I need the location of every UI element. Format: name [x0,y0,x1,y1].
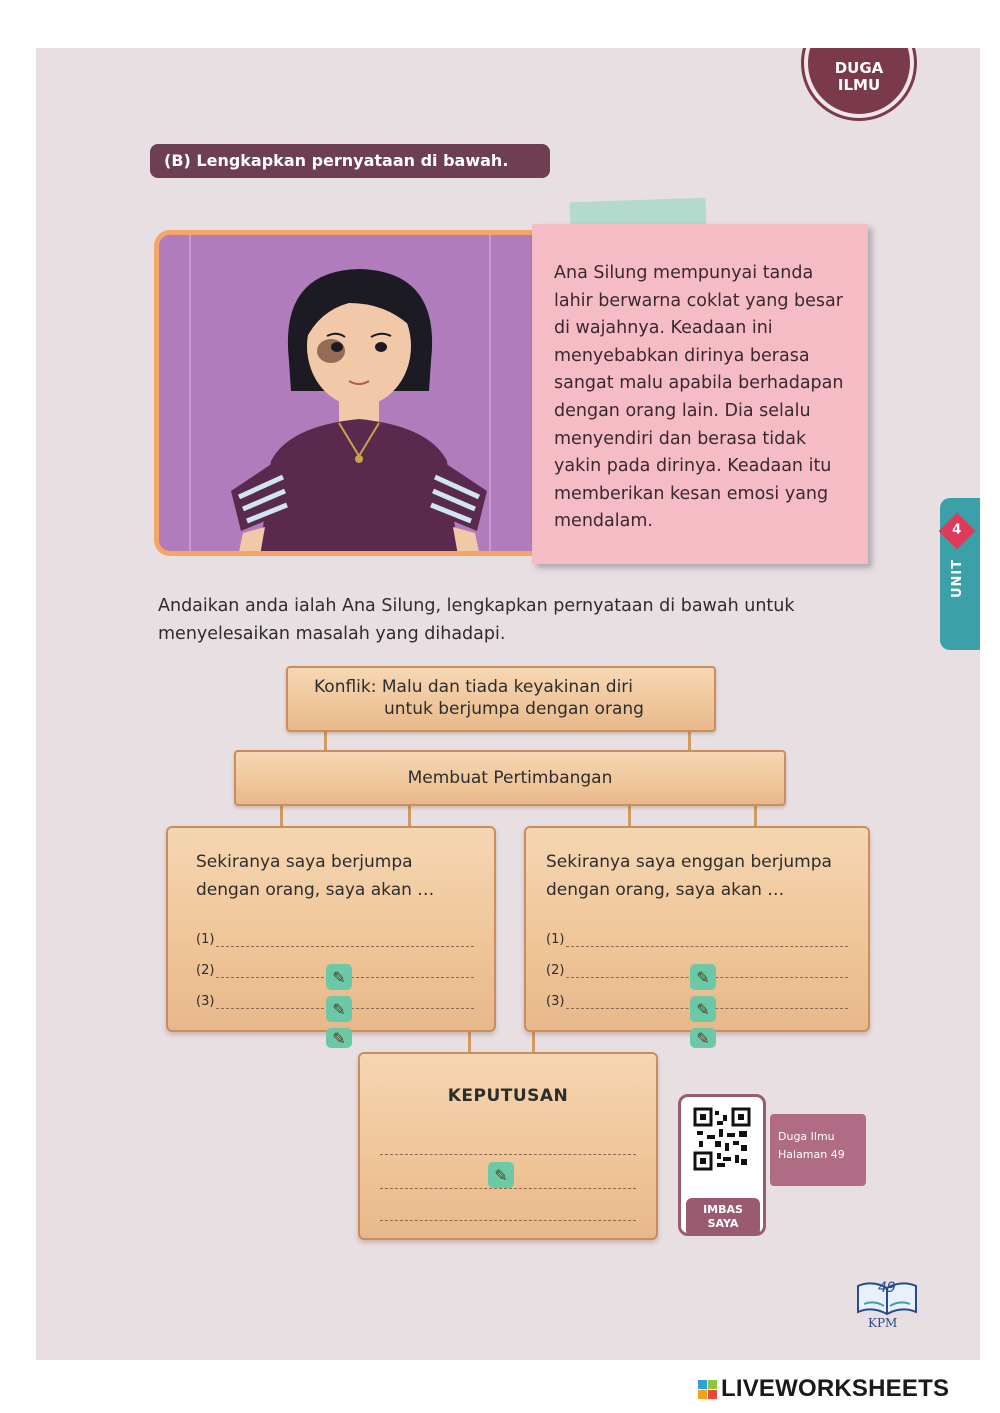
unit-number-badge [939,513,976,550]
pencil-icon[interactable]: ✎ [488,1162,514,1188]
worksheet-page [36,48,980,1360]
story-note: Ana Silung mempunyai tanda lahir berwarna coklat yang besar di wajahnya. Keadaan ini menyebabkan dirinya berasa sangat malu apabila berhadapan dengan orang lain. Dia selalu menyendiri dan berasa tidak yakin pada dirinya. Keadaan itu memberikan kesan emosi yang mendalam. [532,224,868,564]
item-number: (3) [546,994,565,1009]
avoid-prompt: Sekiranya saya enggan berjumpa dengan orang, saya akan … [546,852,832,900]
qr-reference-note [770,1114,866,1186]
pencil-icon[interactable]: ✎ [690,996,716,1022]
answer-line[interactable] [546,916,854,947]
qr-code-icon [693,1107,751,1171]
ana-silung-illustration [154,230,554,556]
scan-label-line1: IMBAS [703,1203,743,1216]
qr-note-line2: Halaman 49 [778,1148,845,1161]
conflict-line2: untuk berjumpa dengan orang [384,699,644,719]
decision-answer-line[interactable] [380,1220,636,1221]
section-heading: (B) Lengkapkan pernyataan di bawah. [150,144,550,178]
pencil-icon[interactable]: ✎ [690,1028,716,1048]
conflict-plank [286,666,716,732]
decision-board [358,1052,658,1240]
page-number: 49 [878,1280,896,1296]
unit-label: UNIT [950,558,965,598]
avoid-people-board [524,826,870,1048]
logo-squares-icon [698,1380,717,1399]
duga-ilmu-badge [804,48,914,118]
decision-title: KEPUTUSAN [447,1086,569,1106]
pencil-icon[interactable]: ✎ [326,996,352,1022]
instruction-text: Andaikan anda ialah Ana Silung, lengkapkan pernyataan di bawah untuk menyelesaikan masalah yang dihadapi. [158,596,795,644]
item-number: (1) [196,932,215,947]
answer-rule[interactable] [566,929,848,947]
decision-answer-line[interactable] [380,1188,636,1189]
item-number: (2) [196,963,215,978]
pencil-icon[interactable]: ✎ [690,964,716,990]
item-number: (1) [546,932,565,947]
qr-note-line1: Duga Ilmu [778,1130,835,1143]
pencil-icon[interactable]: ✎ [326,1028,352,1048]
unit-tab [940,498,980,650]
girl-figure-icon [219,241,499,556]
decision-answer-line[interactable] [380,1154,636,1155]
answer-rule[interactable] [216,929,474,947]
consideration-plank: Membuat Pertimbangan [234,750,786,806]
publisher-mark: KPM [868,1316,898,1330]
logo-wordmark: LIVEWORKSHEETS [721,1375,950,1402]
unit-number: 4 [952,522,962,538]
wall-stripe [189,235,191,551]
scan-me-label [686,1198,760,1236]
item-number: (3) [196,994,215,1009]
badge-line2: ILMU [837,76,881,94]
answer-line[interactable] [196,916,480,947]
item-number: (2) [546,963,565,978]
badge-line1: DUGA [834,59,884,77]
conflict-line1: Konflik: Malu dan tiada keyakinan diri [314,677,634,697]
meet-prompt: Sekiranya saya berjumpa dengan orang, saya akan … [196,852,435,900]
liveworksheets-logo[interactable] [698,1374,949,1404]
page-number-emblem [854,1274,920,1334]
meet-people-board [166,826,496,1048]
scan-label-line2: SAYA [707,1217,739,1230]
pencil-icon[interactable]: ✎ [326,964,352,990]
